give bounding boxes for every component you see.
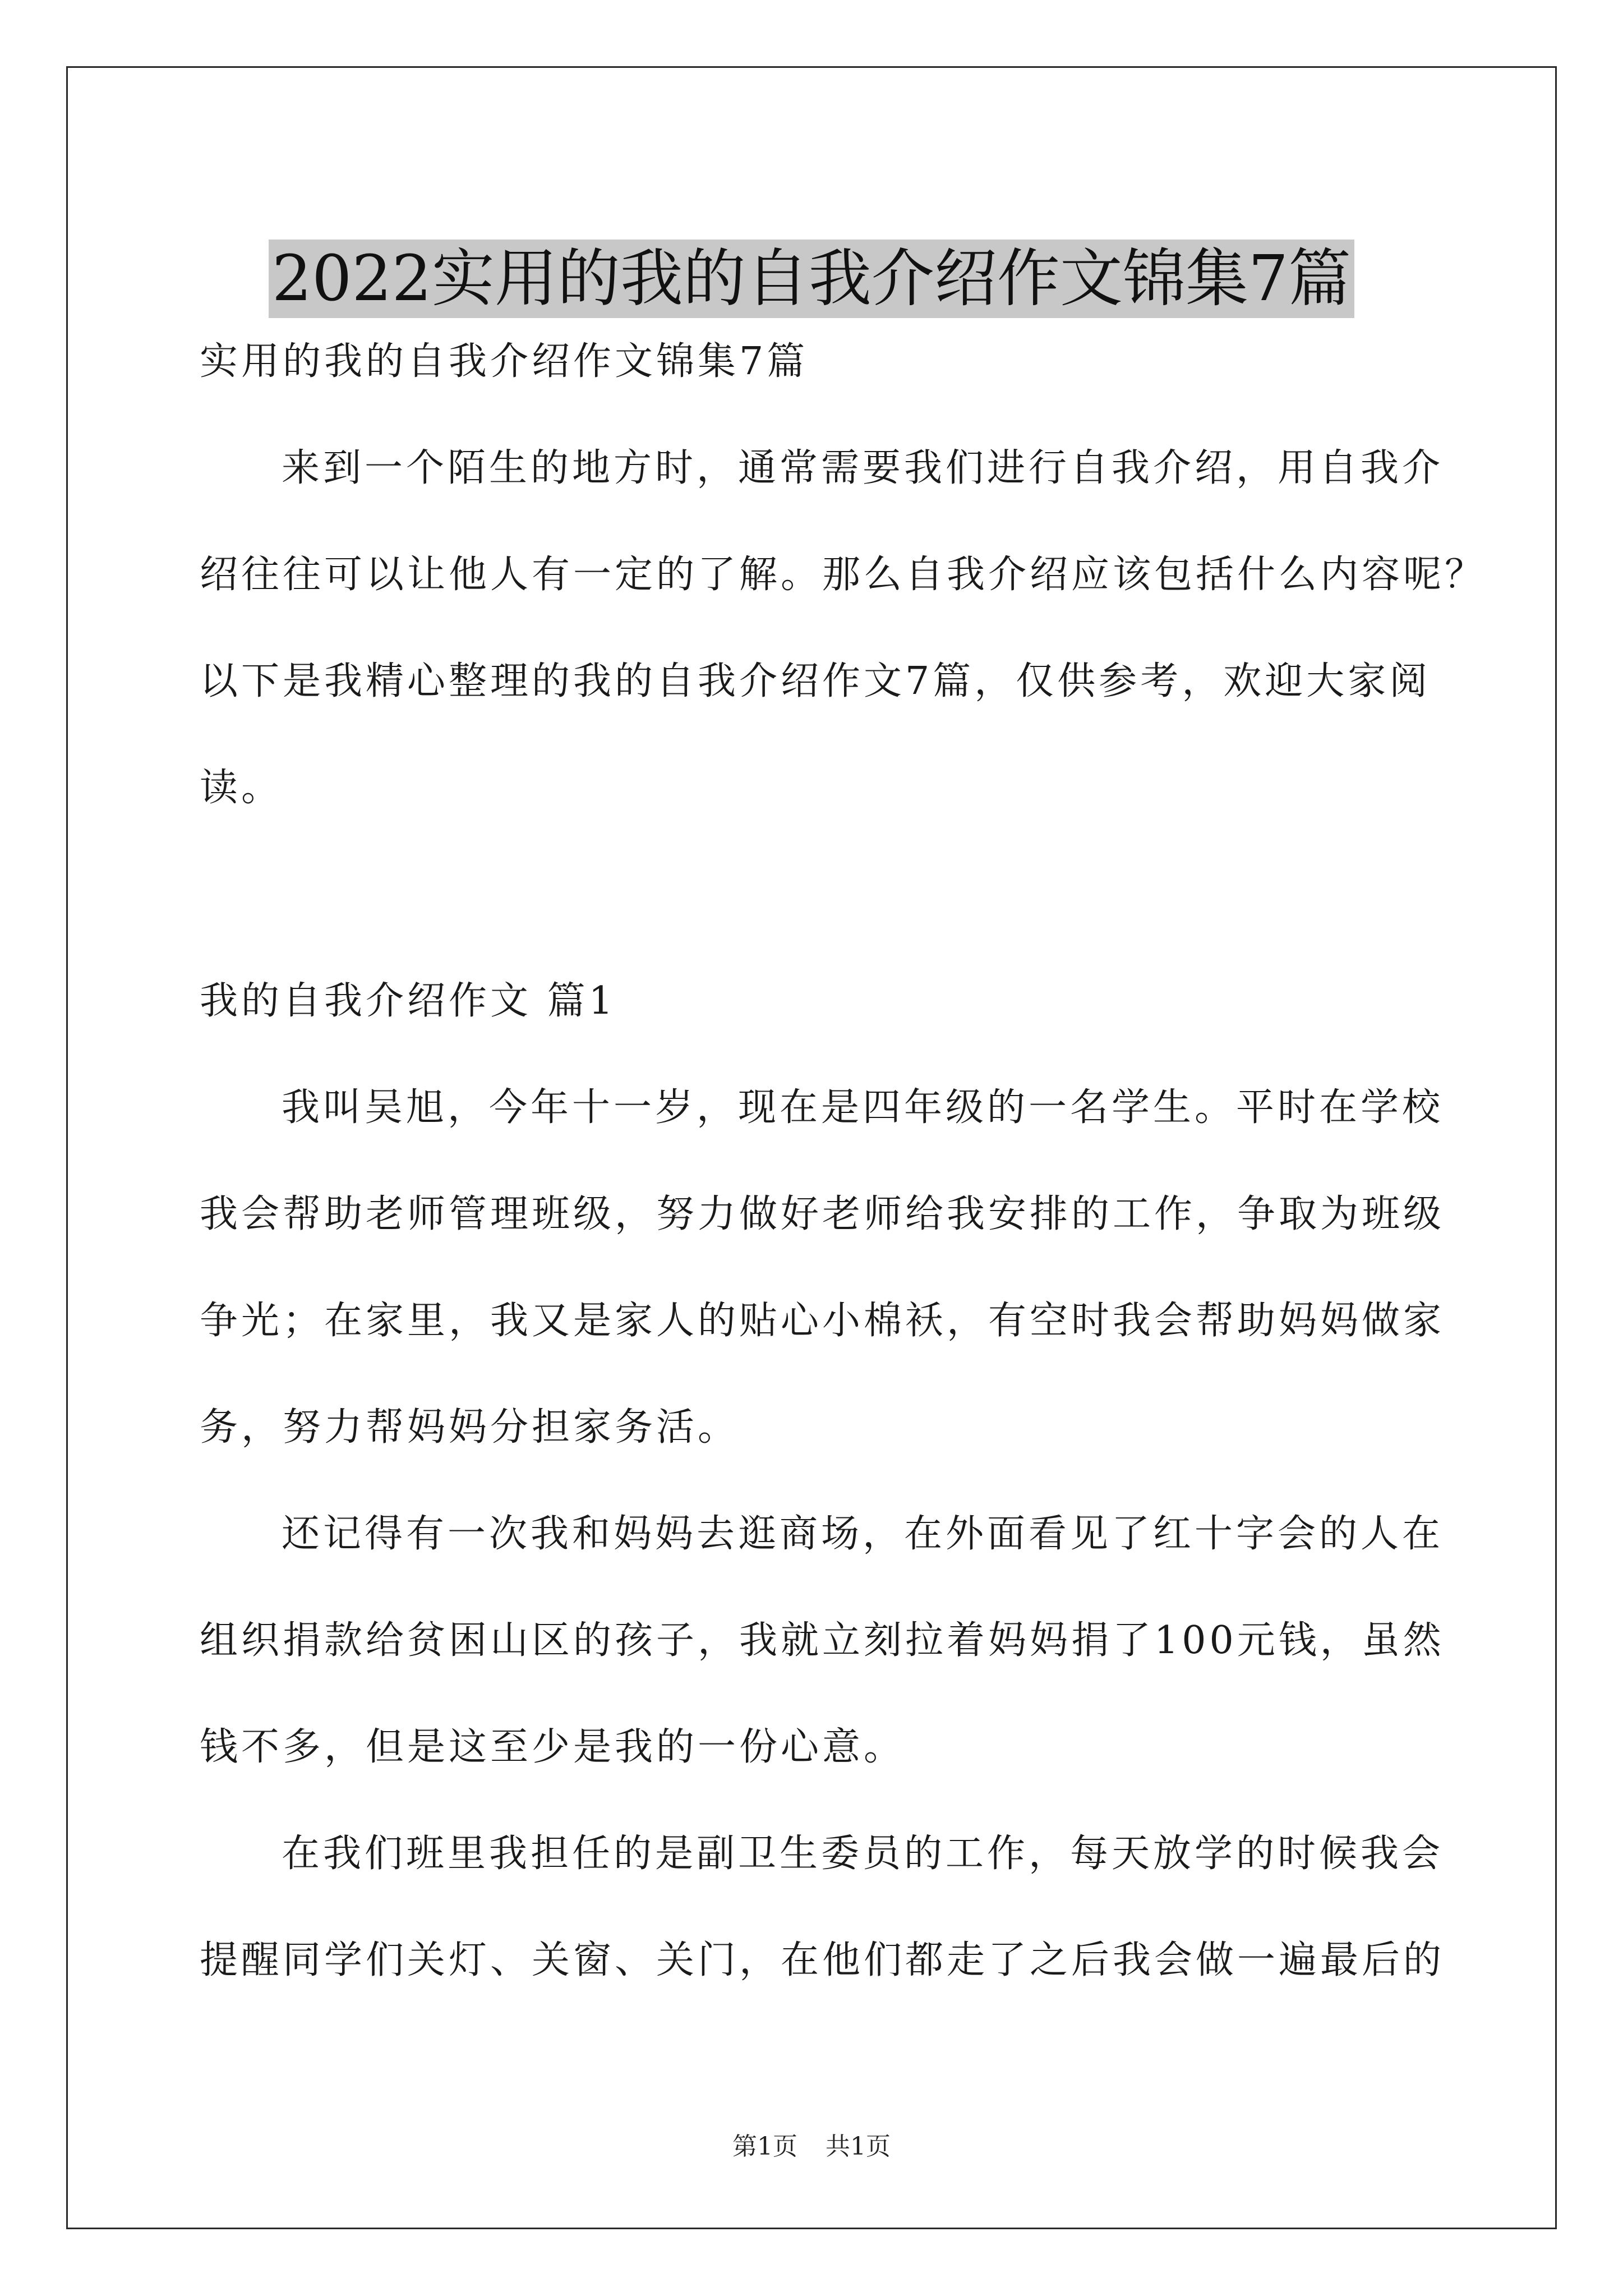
section-heading: 我的自我介绍作文 篇1 [200,979,616,1023]
paragraph-line: 争光；在家里，我又是家人的贴心小棉袄，有空时我会帮助妈妈做家 [200,1299,1445,1343]
page-total: 共1页 [826,2132,891,2161]
page-number: 第1页 [732,2132,797,2161]
paragraph-line: 组织捐款给贫困山区的孩子，我就立刻拉着妈妈捐了100元钱，虽然 [200,1618,1445,1663]
paragraph-line: 我会帮助老师管理班级，努力做好老师给我安排的工作，争取为班级 [200,1192,1445,1236]
paragraph-line: 我叫吴旭，今年十一岁，现在是四年级的一名学生。平时在学校 [282,1085,1444,1130]
paragraph-line: 务，努力帮妈妈分担家务活。 [200,1405,740,1450]
document-body [200,309,1487,2014]
intro-paragraph-line: 读。 [200,766,283,810]
paragraph-line: 提醒同学们关灯、关窗、关门，在他们都走了之后我会做一遍最后的 [200,1938,1445,1982]
paragraph-line: 还记得有一次我和妈妈去逛商场，在外面看见了红十字会的人在 [282,1512,1444,1556]
paragraph-line: 在我们班里我担任的是副卫生委员的工作，每天放学的时候我会 [282,1832,1444,1876]
page-footer [0,2126,1623,2162]
paragraph-line: 钱不多，但是这至少是我的一份心意。 [200,1725,906,1769]
intro-paragraph-line: 以下是我精心整理的我的自我介绍作文7篇，仅供参考，欢迎大家阅 [200,659,1431,703]
intro-paragraph-line: 绍往往可以让他人有一定的了解。那么自我介绍应该包括什么内容呢？ [200,553,1487,597]
document-title: 2022实用的我的自我介绍作文锦集7篇 [269,240,1354,318]
subtitle-line: 实用的我的自我介绍作文锦集7篇 [200,339,809,384]
blank-line [200,841,1428,948]
intro-paragraph-line: 来到一个陌生的地方时，通常需要我们进行自我介绍，用自我介 [282,446,1444,490]
